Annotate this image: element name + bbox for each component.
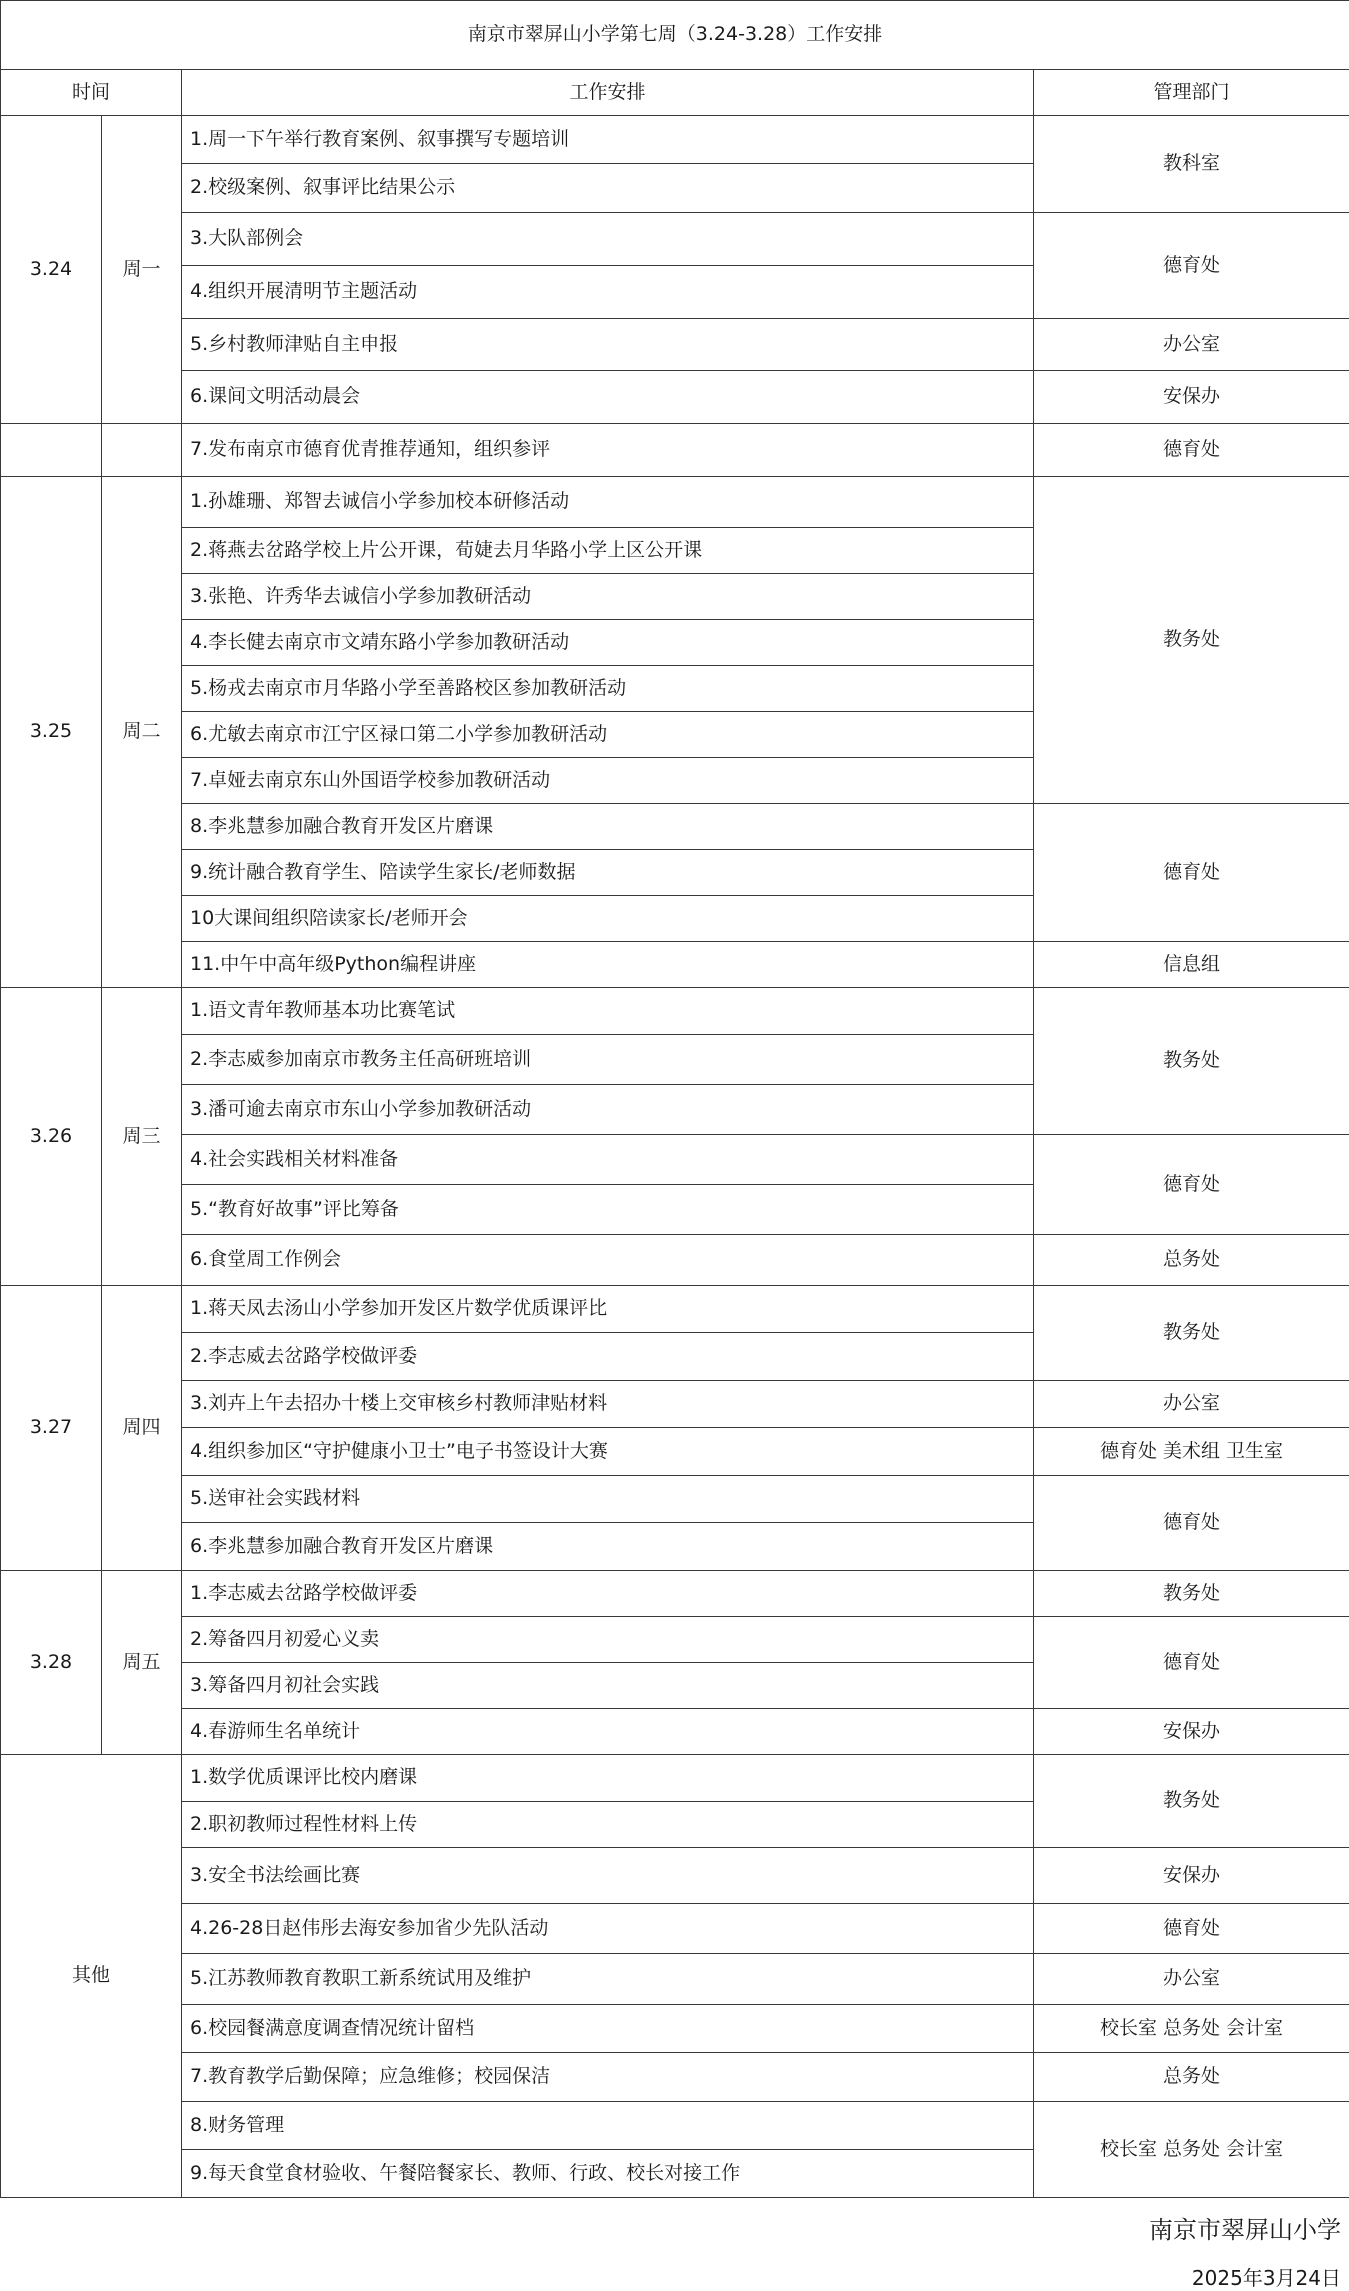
task-item: 1.语文青年教师基本功比赛笔试	[182, 988, 1034, 1035]
dept-cell: 德育处	[1034, 213, 1349, 319]
task-item: 1.李志威去岔路学校做评委	[182, 1571, 1034, 1617]
task-item: 8.财务管理	[182, 2102, 1034, 2150]
dept-cell: 教科室	[1034, 116, 1349, 213]
task-item: 6.尤敏去南京市江宁区禄口第二小学参加教研活动	[182, 712, 1034, 758]
task-item: 7.发布南京市德育优青推荐通知，组织参评	[182, 424, 1034, 477]
task-item: 2.职初教师过程性材料上传	[182, 1802, 1034, 1848]
task-item: 7.卓娅去南京东山外国语学校参加教研活动	[182, 758, 1034, 804]
dept-cell: 信息组	[1034, 942, 1349, 988]
dept-cell: 德育处 美术组 卫生室	[1034, 1428, 1349, 1476]
task-item: 4.26-28日赵伟彤去海安参加省少先队活动	[182, 1904, 1034, 1954]
date-friday: 3.28	[1, 1571, 102, 1755]
task-item: 5.乡村教师津贴自主申报	[182, 319, 1034, 371]
day-thursday: 周四	[102, 1286, 182, 1571]
dept-cell: 办公室	[1034, 319, 1349, 371]
task-item: 6.李兆慧参加融合教育开发区片磨课	[182, 1523, 1034, 1571]
task-item: 11.中午中高年级Python编程讲座	[182, 942, 1034, 988]
task-item: 9.统计融合教育学生、陪读学生家长/老师数据	[182, 850, 1034, 896]
day-friday: 周五	[102, 1571, 182, 1755]
task-item: 2.筹备四月初爱心义卖	[182, 1617, 1034, 1663]
dept-cell: 教务处	[1034, 1286, 1349, 1381]
task-item: 9.每天食堂食材验收、午餐陪餐家长、教师、行政、校长对接工作	[182, 2150, 1034, 2198]
task-item: 3.张艳、许秀华去诚信小学参加教研活动	[182, 574, 1034, 620]
date-monday: 3.24	[1, 116, 102, 424]
day-monday: 周一	[102, 116, 182, 424]
footer-date: 2025年3月24日	[1191, 2266, 1341, 2290]
task-item: 3.潘可逾去南京市东山小学参加教研活动	[182, 1085, 1034, 1135]
header-dept: 管理部门	[1034, 70, 1349, 116]
dept-cell: 教务处	[1034, 988, 1349, 1135]
task-item: 2.李志威参加南京市教务主任高研班培训	[182, 1035, 1034, 1085]
date-tuesday: 3.25	[1, 477, 102, 988]
other-label: 其他	[1, 1755, 182, 2198]
dept-cell: 总务处	[1034, 2053, 1349, 2102]
dept-cell: 德育处	[1034, 424, 1349, 477]
page-title: 南京市翠屏山小学第七周（3.24-3.28）工作安排	[1, 1, 1349, 70]
header-work: 工作安排	[182, 70, 1034, 116]
task-item: 3.刘卉上午去招办十楼上交审核乡村教师津贴材料	[182, 1381, 1034, 1428]
task-item: 4.组织参加区“守护健康小卫士”电子书签设计大赛	[182, 1428, 1034, 1476]
task-item: 1.周一下午举行教育案例、叙事撰写专题培训	[182, 116, 1034, 164]
task-item: 7.教育教学后勤保障；应急维修；校园保洁	[182, 2053, 1034, 2102]
dept-cell: 安保办	[1034, 1848, 1349, 1904]
task-item: 3.筹备四月初社会实践	[182, 1663, 1034, 1709]
dept-cell: 教务处	[1034, 1571, 1349, 1617]
task-item: 4.社会实践相关材料准备	[182, 1135, 1034, 1185]
task-item: 4.春游师生名单统计	[182, 1709, 1034, 1755]
task-item: 1.蒋天凤去汤山小学参加开发区片数学优质课评比	[182, 1286, 1034, 1333]
dept-cell: 办公室	[1034, 1381, 1349, 1428]
task-item: 4.组织开展清明节主题活动	[182, 266, 1034, 319]
task-item: 5.杨戎去南京市月华路小学至善路校区参加教研活动	[182, 666, 1034, 712]
dept-cell: 德育处	[1034, 804, 1349, 942]
task-item: 2.校级案例、叙事评比结果公示	[182, 164, 1034, 213]
task-item: 3.大队部例会	[182, 213, 1034, 266]
dept-cell: 安保办	[1034, 1709, 1349, 1755]
footer-school-name: 南京市翠屏山小学	[1149, 2216, 1341, 2244]
day-wednesday: 周三	[102, 988, 182, 1286]
task-item: 5.江苏教师教育教职工新系统试用及维护	[182, 1954, 1034, 2005]
task-item: 1.孙雄珊、郑智去诚信小学参加校本研修活动	[182, 477, 1034, 528]
day-tuesday: 周二	[102, 477, 182, 988]
task-item: 6.课间文明活动晨会	[182, 371, 1034, 424]
task-item: 3.安全书法绘画比赛	[182, 1848, 1034, 1904]
date-thursday: 3.27	[1, 1286, 102, 1571]
blank-cell	[102, 424, 182, 477]
task-item: 1.数学优质课评比校内磨课	[182, 1755, 1034, 1802]
task-item: 8.李兆慧参加融合教育开发区片磨课	[182, 804, 1034, 850]
dept-cell: 德育处	[1034, 1476, 1349, 1571]
task-item: 5.送审社会实践材料	[182, 1476, 1034, 1523]
dept-cell: 办公室	[1034, 1954, 1349, 2005]
header-time: 时间	[1, 70, 182, 116]
dept-cell: 德育处	[1034, 1904, 1349, 1954]
dept-cell: 教务处	[1034, 1755, 1349, 1848]
dept-cell: 校长室 总务处 会计室	[1034, 2102, 1349, 2198]
task-item: 4.李长健去南京市文靖东路小学参加教研活动	[182, 620, 1034, 666]
dept-cell: 德育处	[1034, 1617, 1349, 1709]
task-item: 6.校园餐满意度调查情况统计留档	[182, 2005, 1034, 2053]
task-item: 10大课间组织陪读家长/老师开会	[182, 896, 1034, 942]
blank-cell	[1, 424, 102, 477]
dept-cell: 总务处	[1034, 1235, 1349, 1286]
dept-cell: 安保办	[1034, 371, 1349, 424]
dept-cell: 德育处	[1034, 1135, 1349, 1235]
task-item: 2.蒋燕去岔路学校上片公开课，荀婕去月华路小学上区公开课	[182, 528, 1034, 574]
task-item: 5.“教育好故事”评比筹备	[182, 1185, 1034, 1235]
task-item: 2.李志威去岔路学校做评委	[182, 1333, 1034, 1381]
task-item: 6.食堂周工作例会	[182, 1235, 1034, 1286]
date-wednesday: 3.26	[1, 988, 102, 1286]
dept-cell: 教务处	[1034, 477, 1349, 804]
dept-cell: 校长室 总务处 会计室	[1034, 2005, 1349, 2053]
